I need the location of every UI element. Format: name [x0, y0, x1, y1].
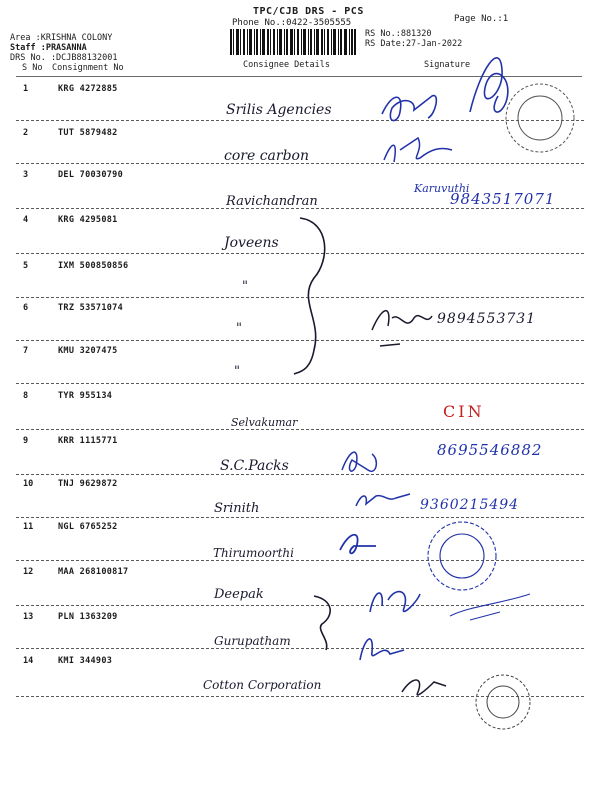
row-sno: 2 [23, 128, 29, 138]
table-row [0, 215, 600, 263]
row-consignee: S.C.Packs [220, 458, 289, 474]
row-consignee: Joveens [224, 235, 279, 251]
row-sno: 9 [23, 436, 29, 446]
row-consignee: Cotton Corporation [203, 678, 322, 692]
handwritten-phone-row3: 9843517071 [450, 190, 556, 208]
row-consignment: KRG 4295081 [58, 215, 118, 225]
table-row [0, 128, 600, 176]
row-consignment: KRR 1115771 [58, 436, 118, 446]
row-consignment: MAA 268100817 [58, 567, 129, 577]
row-consignee: " [242, 279, 248, 294]
handwritten-signature-row3: Karuvuthi [414, 182, 470, 195]
row-consignee: Gurupatham [214, 634, 291, 648]
area-label: Area :KRISHNA COLONY [10, 33, 113, 43]
row-consignment: KMU 3207475 [58, 346, 118, 356]
rs-block [365, 29, 462, 49]
row-divider [16, 517, 584, 518]
row-divider [16, 163, 584, 164]
row-consignee: Selvakumar [231, 416, 298, 429]
table-row [0, 391, 600, 439]
table-row [0, 84, 600, 132]
row-sno: 4 [23, 215, 29, 225]
col-header-consignee: Consignee Details [243, 60, 330, 70]
table-row [0, 346, 600, 394]
row-consignment: TUT 5879482 [58, 128, 118, 138]
row-consignee: Thirumoorthi [213, 546, 294, 560]
col-header-sno: S No [22, 63, 43, 73]
doc-title: TPC/CJB DRS - PCS [253, 6, 364, 17]
row-consignee: core carbon [224, 148, 309, 164]
col-header-signature: Signature [424, 60, 471, 70]
row-divider [16, 696, 584, 697]
handwritten-phone-row6: 9894553731 [437, 311, 537, 327]
row-sno: 1 [23, 84, 29, 94]
drs-number: DRS No. :DCJB88132001 [10, 53, 118, 63]
row-divider [16, 560, 584, 561]
table-row [0, 612, 600, 660]
barcode-icon [230, 29, 356, 55]
row-consignment: NGL 6765252 [58, 522, 118, 532]
row-sno: 7 [23, 346, 29, 356]
row-sno: 13 [23, 612, 34, 622]
row-divider [16, 383, 584, 384]
row-sno: 11 [23, 522, 34, 532]
row-consignee: Srinith [214, 501, 260, 516]
rs-date: RS Date:27-Jan-2022 [365, 39, 463, 49]
row-sno: 3 [23, 170, 29, 180]
row-consignment: TRZ 53571074 [58, 303, 124, 313]
area-block [10, 33, 117, 63]
row-consignment: IXM 500850856 [58, 261, 129, 271]
row-consignment: KRG 4272885 [58, 84, 118, 94]
page-number: Page No.:1 [454, 14, 509, 24]
row-consignment: PLN 1363209 [58, 612, 118, 622]
row-sno: 10 [23, 479, 34, 489]
handwritten-phone-row10: 9360215494 [420, 497, 520, 513]
table-row [0, 261, 600, 309]
row-divider [16, 648, 584, 649]
table-row [0, 656, 600, 704]
row-sno: 14 [23, 656, 34, 666]
row-consignment: KMI 344903 [58, 656, 113, 666]
table-row [0, 567, 600, 615]
rs-number: RS No.:881320 [365, 29, 432, 39]
handwritten-mark-row8: CIN [443, 402, 485, 421]
staff-label: Staff :PRASANNA [10, 43, 87, 53]
row-consignment: TYR 955134 [58, 391, 113, 401]
header-divider [16, 76, 582, 77]
row-sno: 5 [23, 261, 29, 271]
row-consignee: Deepak [214, 587, 264, 602]
table-row [0, 522, 600, 570]
row-divider [16, 253, 584, 254]
row-consignee: Ravichandran [226, 194, 318, 209]
row-consignment: DEL 70030790 [58, 170, 124, 180]
row-divider [16, 605, 584, 606]
handwritten-phone-row9: 8695546882 [437, 441, 543, 459]
row-sno: 12 [23, 567, 34, 577]
row-divider [16, 474, 584, 475]
row-consignee: " [236, 321, 242, 336]
row-consignee: " [234, 364, 240, 379]
row-sno: 8 [23, 391, 29, 401]
row-divider [16, 208, 584, 209]
col-header-consignment: Consignment No [52, 63, 124, 73]
row-divider [16, 429, 584, 430]
phone-number: Phone No.:0422-3505555 [232, 18, 352, 28]
row-divider [16, 120, 584, 121]
row-divider [16, 297, 584, 298]
row-consignee: Srilis Agencies [226, 102, 332, 118]
row-sno: 6 [23, 303, 29, 313]
row-divider [16, 340, 584, 341]
row-consignment: TNJ 9629872 [58, 479, 118, 489]
